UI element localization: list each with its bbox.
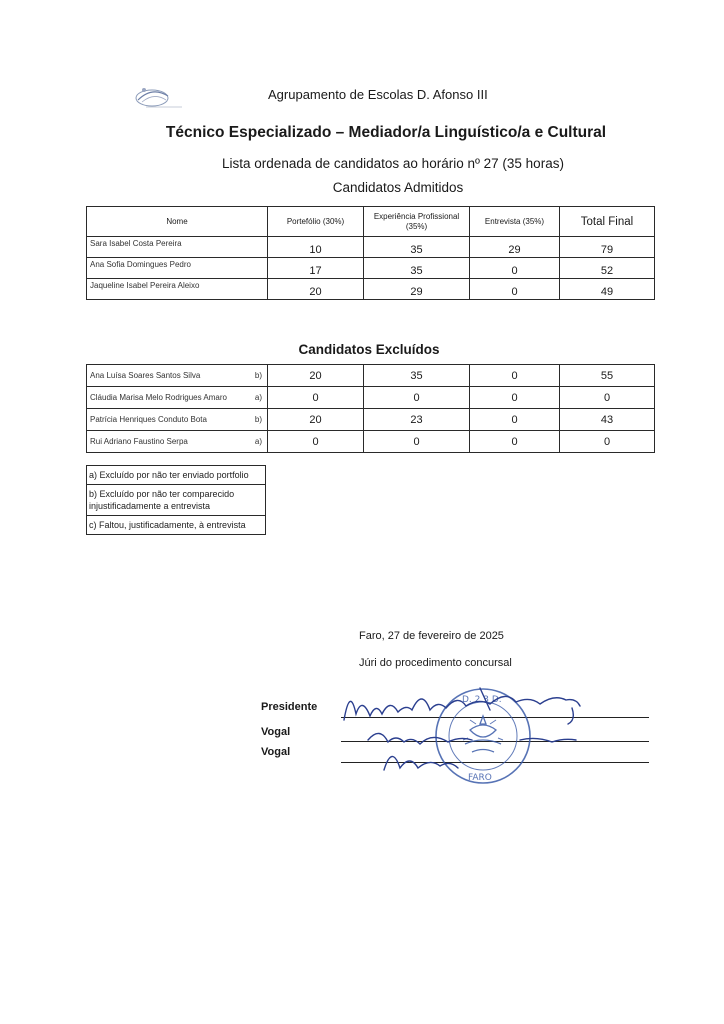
portfolio-score: 20 xyxy=(268,279,364,300)
interview-score: 0 xyxy=(470,365,560,387)
total-score: 55 xyxy=(560,365,655,387)
total-score: 49 xyxy=(560,279,655,300)
portfolio-score: 20 xyxy=(268,409,364,431)
experience-score: 35 xyxy=(364,258,470,279)
note-c: c) Faltou, justificadamente, à entrevista xyxy=(87,516,266,535)
table-row xyxy=(87,431,655,453)
note-b: b) Excluído por não ter comparecido injustificadamente a entrevista xyxy=(87,485,266,516)
school-logo-icon xyxy=(126,78,184,112)
total-score: 43 xyxy=(560,409,655,431)
candidate-name: Patrícia Henriques Conduto Bota xyxy=(90,415,207,424)
admitted-section-title: Candidatos Admitidos xyxy=(332,180,464,195)
portfolio-score: 20 xyxy=(268,365,364,387)
role-vogal-2: Vogal xyxy=(261,746,291,758)
total-score: 0 xyxy=(560,387,655,409)
signatures-and-stamp xyxy=(340,680,660,790)
exclusion-reason: b) xyxy=(254,415,262,424)
jury-label: Júri do procedimento concursal xyxy=(359,657,512,669)
candidate-name: Ana Sofia Domingues Pedro xyxy=(87,258,268,279)
column-header-name: Nome xyxy=(87,207,268,237)
portfolio-score: 17 xyxy=(268,258,364,279)
excluded-section-title: Candidatos Excluídos xyxy=(298,342,440,357)
exclusion-notes xyxy=(86,465,266,535)
portfolio-score: 0 xyxy=(268,387,364,409)
role-vogal-1: Vogal xyxy=(261,726,291,738)
column-header-total: Total Final xyxy=(560,207,655,237)
total-score: 0 xyxy=(560,431,655,453)
experience-score: 0 xyxy=(364,387,470,409)
table-row xyxy=(87,409,655,431)
excluded-table xyxy=(86,364,655,453)
experience-score: 23 xyxy=(364,409,470,431)
interview-score: 29 xyxy=(470,237,560,258)
document-subtitle: Lista ordenada de candidatos ao horário nº 27 (35 horas) xyxy=(222,156,564,171)
experience-score: 29 xyxy=(364,279,470,300)
note-a: a) Excluído por não ter enviado portfolio xyxy=(87,466,266,485)
stamp-bottom-text: FARO xyxy=(468,773,492,783)
experience-score: 35 xyxy=(364,365,470,387)
table-row xyxy=(87,387,655,409)
admitted-table xyxy=(86,206,655,300)
candidate-name: Ana Luísa Soares Santos Silva xyxy=(90,371,201,380)
interview-score: 0 xyxy=(470,431,560,453)
table-header-row xyxy=(87,207,655,237)
exclusion-reason: b) xyxy=(254,371,262,380)
table-row xyxy=(87,365,655,387)
stamp-top-text: D. 2 3 D. xyxy=(462,695,502,705)
table-row xyxy=(87,279,655,300)
column-header-interview: Entrevista (35%) xyxy=(470,207,560,237)
interview-score: 0 xyxy=(470,387,560,409)
total-score: 79 xyxy=(560,237,655,258)
organization-name: Agrupamento de Escolas D. Afonso III xyxy=(268,87,488,102)
interview-score: 0 xyxy=(470,409,560,431)
role-president: Presidente xyxy=(261,701,318,713)
column-header-experience: Experiência Profissional (35%) xyxy=(364,207,470,237)
table-row xyxy=(87,258,655,279)
document-title: Técnico Especializado – Mediador/a Linguístico/a e Cultural xyxy=(165,124,607,141)
exclusion-reason: a) xyxy=(254,437,262,446)
candidate-name: Rui Adriano Faustino Serpa xyxy=(90,437,188,446)
experience-score: 0 xyxy=(364,431,470,453)
interview-score: 0 xyxy=(470,279,560,300)
candidate-name: Jaqueline Isabel Pereira Aleixo xyxy=(87,279,268,300)
table-row xyxy=(87,237,655,258)
portfolio-score: 0 xyxy=(268,431,364,453)
portfolio-score: 10 xyxy=(268,237,364,258)
candidate-name: Cláudia Marisa Melo Rodrigues Amaro xyxy=(90,393,227,402)
candidate-name: Sara Isabel Costa Pereira xyxy=(87,237,268,258)
total-score: 52 xyxy=(560,258,655,279)
exclusion-reason: a) xyxy=(254,393,262,402)
experience-score: 35 xyxy=(364,237,470,258)
interview-score: 0 xyxy=(470,258,560,279)
document-date: Faro, 27 de fevereiro de 2025 xyxy=(359,630,504,642)
column-header-portfolio: Portefólio (30%) xyxy=(268,207,364,237)
